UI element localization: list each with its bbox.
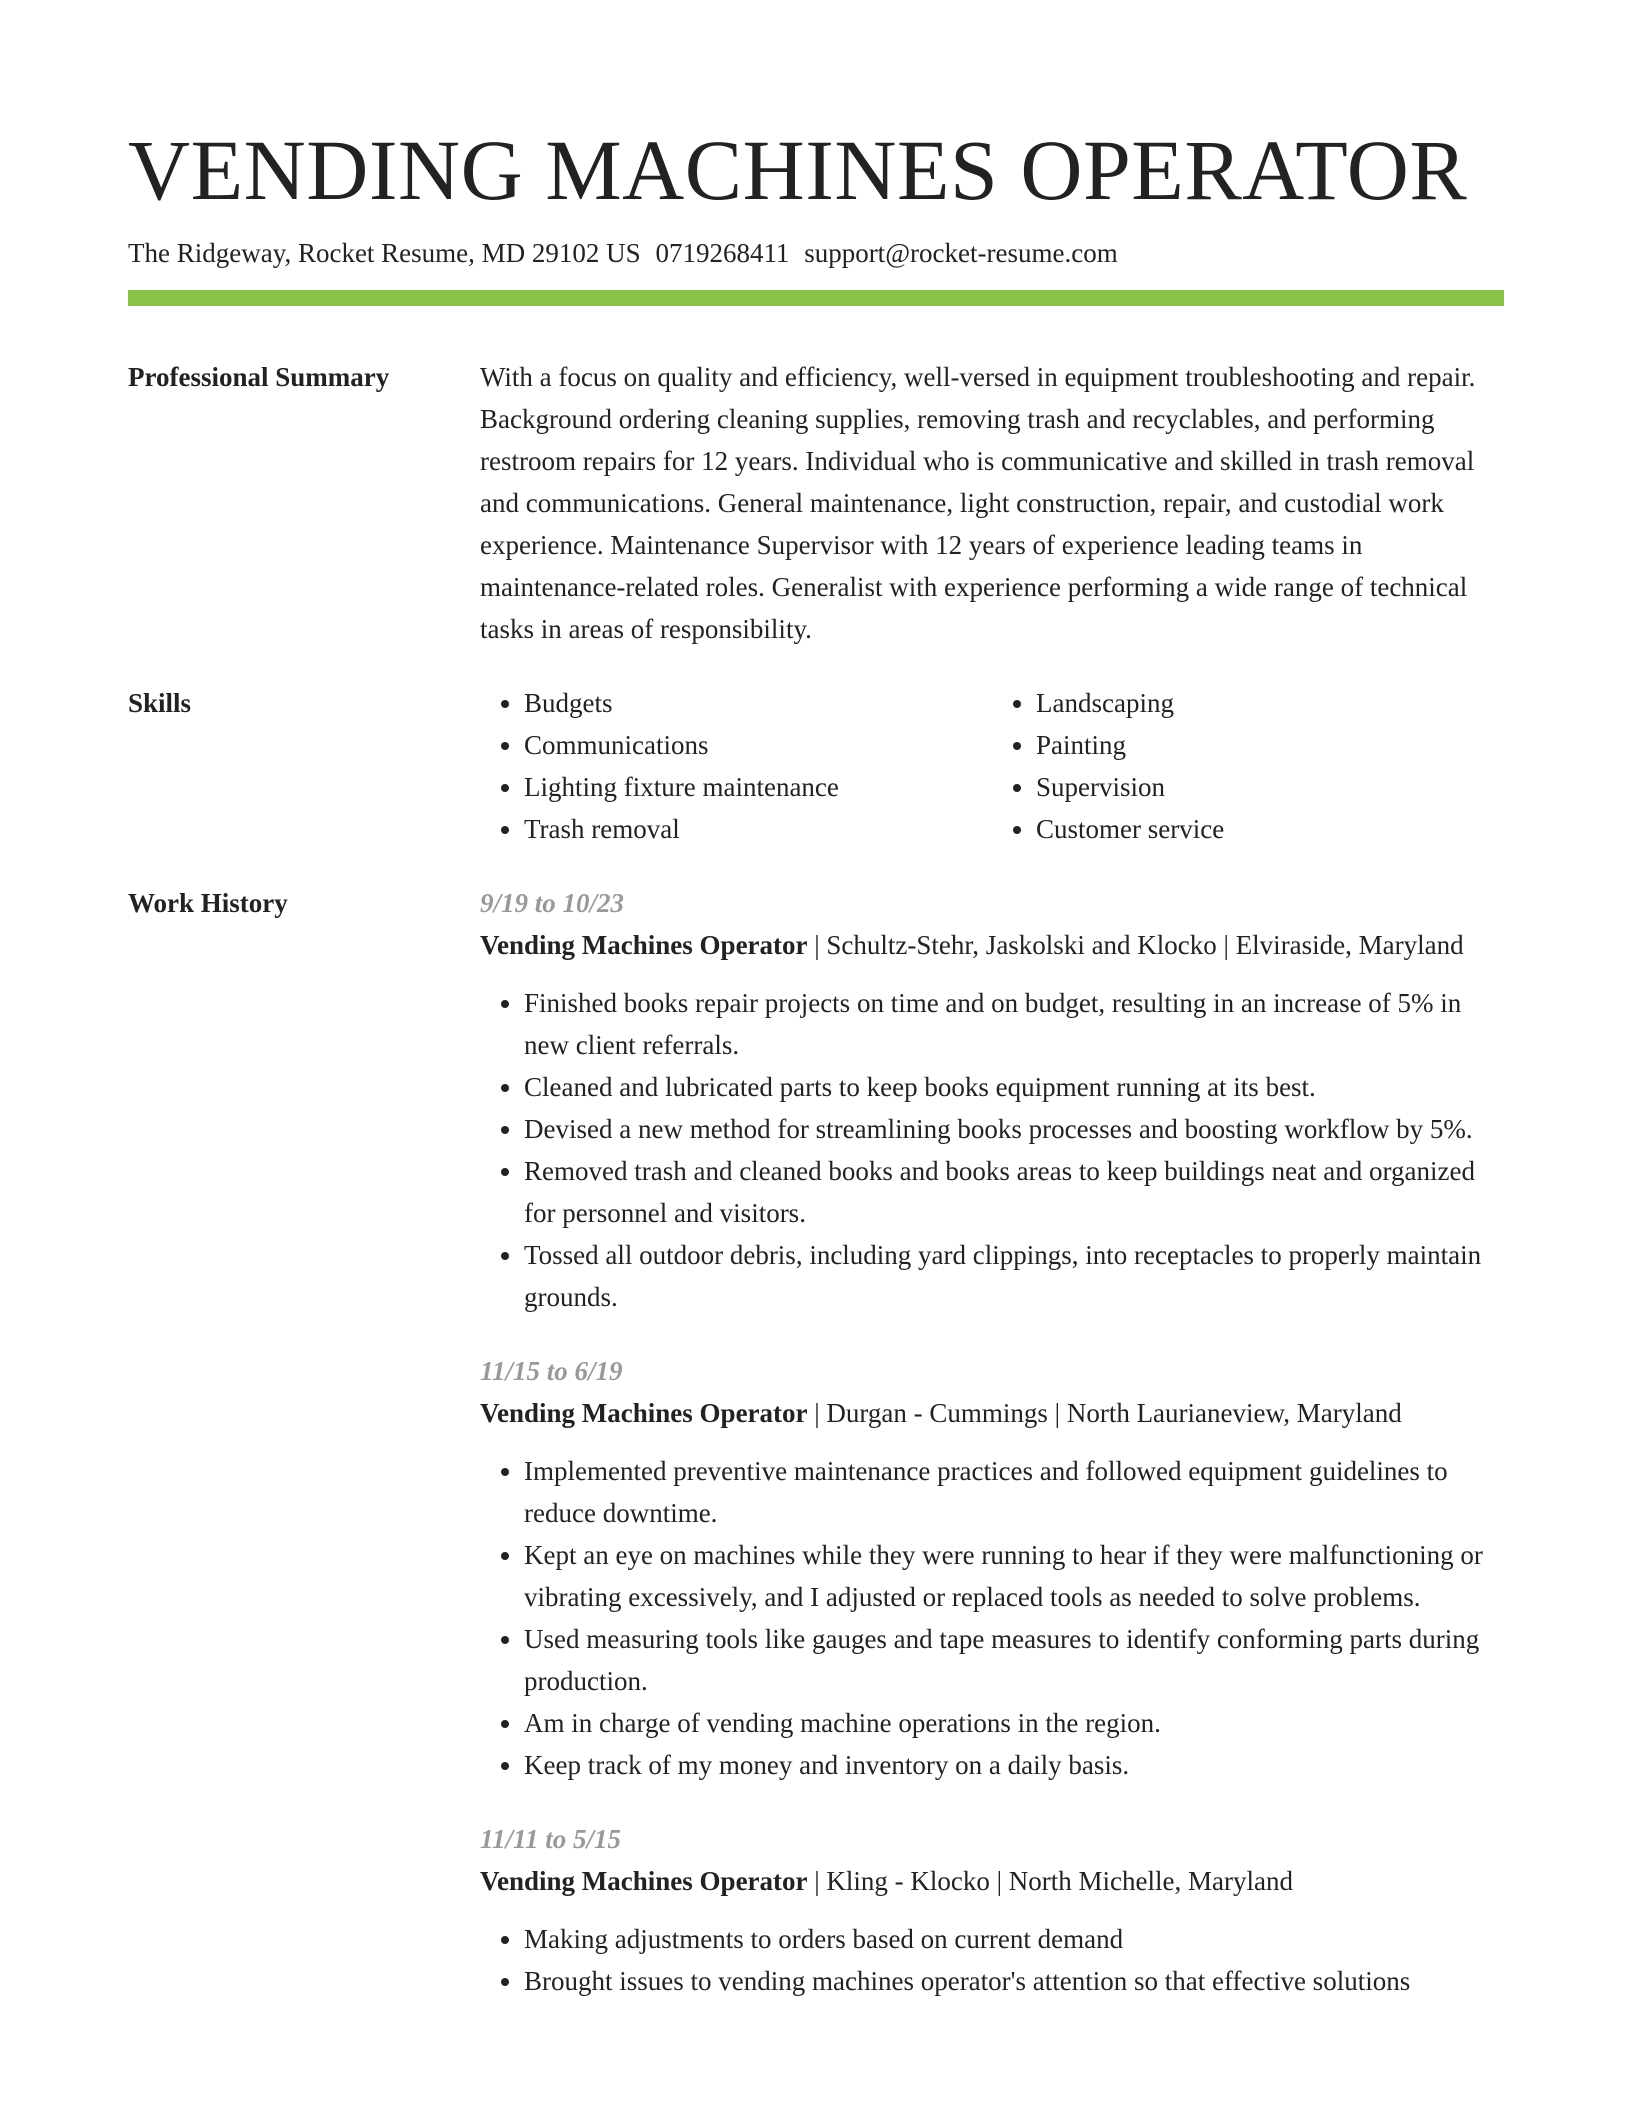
contact-email: support@rocket-resume.com: [804, 238, 1118, 268]
skill-item: • Lighting fixture maintenance: [524, 766, 992, 808]
summary-heading: Professional Summary: [128, 362, 390, 392]
job-bullets: [480, 982, 1504, 1318]
contact-phone: 0719268411: [655, 238, 790, 268]
job-heading: [480, 924, 1504, 966]
job-bullet: • Cleaned and lubricated parts to keep books equipment running at its best.: [524, 1066, 1504, 1108]
job-bullet: • Keep track of my money and inventory on a daily basis.: [524, 1744, 1504, 1786]
job-bullet: • Tossed all outdoor debris, including yard clippings, into receptacles to properly maintain grounds.: [524, 1234, 1504, 1318]
job-entry: [480, 882, 1504, 1318]
job-details: | Kling - Klocko | North Michelle, Maryland: [807, 1866, 1293, 1896]
skills-list: [480, 682, 1504, 850]
skill-item: • Painting: [1036, 724, 1504, 766]
job-bullet: • Removed trash and cleaned books and books areas to keep buildings neat and organized for personnel and visitors.: [524, 1150, 1504, 1234]
job-bullet: • Implemented preventive maintenance practices and followed equipment guidelines to reduce downtime.: [524, 1450, 1504, 1534]
skills-heading: Skills: [128, 688, 192, 718]
skill-item: • Trash removal: [524, 808, 992, 850]
skills-section: [128, 682, 1504, 850]
job-bullet: • Devised a new method for streamlining books processes and boosting workflow by 5%.: [524, 1108, 1504, 1150]
job-bullet: • Am in charge of vending machine operations in the region.: [524, 1702, 1504, 1744]
job-details: | Durgan - Cummings | North Laurianeview, Maryland: [807, 1398, 1402, 1428]
summary-text: With a focus on quality and efficiency, well-versed in equipment troubleshooting and repair. Background ordering cleaning supplies, removing trash and recyclables, and performing restroom repairs for 12 years. Individual who is communicative and skilled in trash removal and communications. General maintenance, light construction, repair, and custodial work experience. Maintenance Supervisor with 12 years of experience leading teams in maintenance-related roles. Generalist with experience performing a wide range of technical tasks in areas of responsibility.: [480, 362, 1476, 644]
contact-address: The Ridgeway, Rocket Resume, MD 29102 US: [128, 238, 641, 268]
skills-column-right: [992, 682, 1504, 850]
job-heading: [480, 1392, 1504, 1434]
resume-page: [128, 118, 1504, 2002]
work-history-list: [480, 882, 1504, 2002]
job-title: Vending Machines Operator: [480, 930, 808, 960]
job-bullet: • Used measuring tools like gauges and tape measures to identify conforming parts during production.: [524, 1618, 1504, 1702]
accent-divider: [128, 290, 1504, 306]
work-history-heading: Work History: [128, 888, 288, 918]
summary-section: [128, 356, 1504, 650]
job-bullet: • Finished books repair projects on time and on budget, resulting in an increase of 5% in new client referrals.: [524, 982, 1504, 1066]
skill-item: • Communications: [524, 724, 992, 766]
job-title: Vending Machines Operator: [480, 1398, 808, 1428]
job-bullet: • Kept an eye on machines while they were running to hear if they were malfunctioning or vibrating excessively, and I adjusted or replaced tools as needed to solve problems.: [524, 1534, 1504, 1618]
job-date: 9/19 to 10/23: [480, 888, 625, 918]
job-bullets: [480, 1450, 1504, 1786]
job-heading: [480, 1860, 1504, 1902]
skill-item: • Landscaping: [1036, 682, 1504, 724]
job-bullet: • Making adjustments to orders based on current demand: [524, 1918, 1504, 1960]
resume-header: [128, 118, 1504, 306]
contact-line: [128, 236, 1504, 270]
skill-item: • Customer service: [1036, 808, 1504, 850]
skills-column-left: [480, 682, 992, 850]
work-history-section: [128, 882, 1504, 2002]
job-entry: [480, 1818, 1504, 2002]
job-details: | Schultz-Stehr, Jaskolski and Klocko | Elviraside, Maryland: [807, 930, 1464, 960]
job-bullet: • Brought issues to vending machines operator's attention so that effective solutions: [524, 1960, 1504, 2002]
job-bullets: [480, 1918, 1504, 2002]
candidate-name: VENDING MACHINES OPERATOR: [128, 122, 1468, 218]
job-date: 11/11 to 5/15: [480, 1824, 622, 1854]
job-date: 11/15 to 6/19: [480, 1356, 623, 1386]
skill-item: • Budgets: [524, 682, 992, 724]
job-title: Vending Machines Operator: [480, 1866, 808, 1896]
job-entry: [480, 1350, 1504, 1786]
skill-item: • Supervision: [1036, 766, 1504, 808]
